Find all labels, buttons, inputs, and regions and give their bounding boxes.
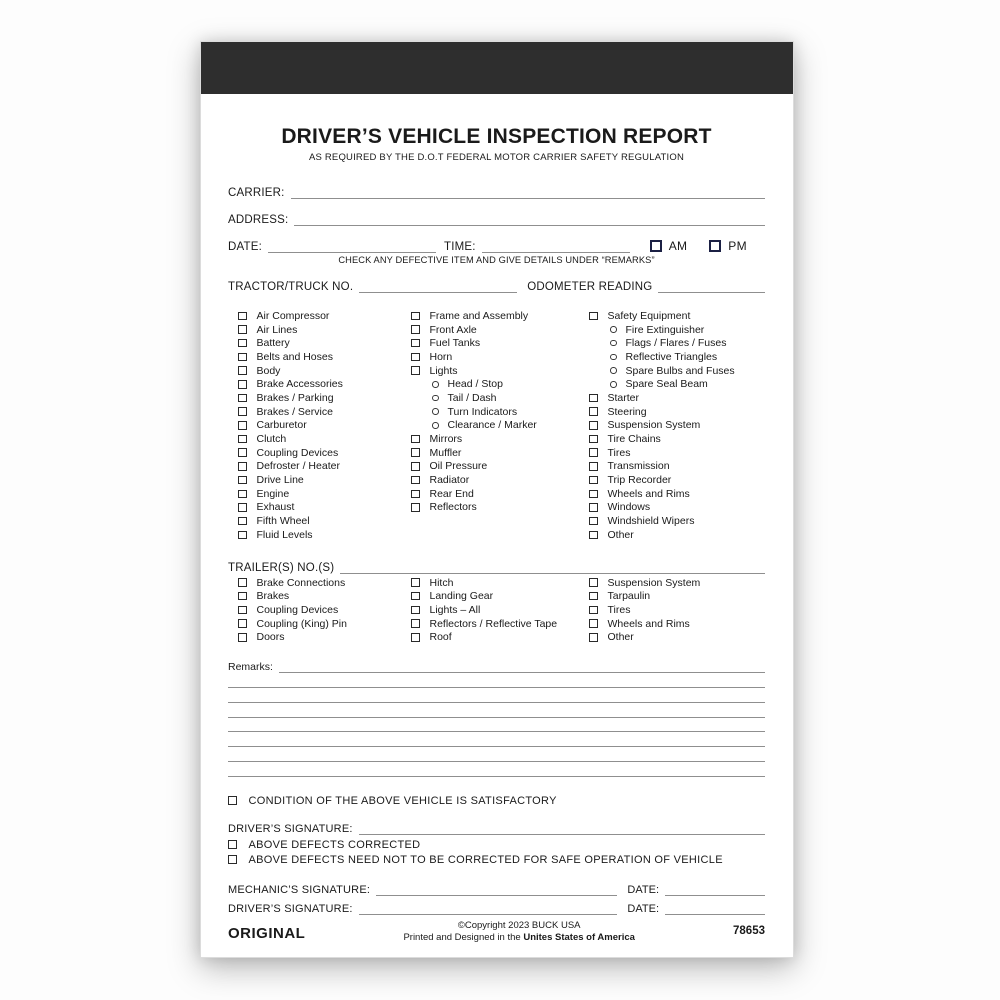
item-checkbox[interactable] [411, 619, 420, 628]
checklist-item-label: Brake Accessories [256, 378, 343, 391]
checklist-subitem [589, 350, 765, 364]
checklist-item-label: Windows [607, 501, 651, 514]
subitem-circle-checkbox[interactable] [432, 381, 439, 388]
subitem-circle-checkbox[interactable] [610, 354, 617, 361]
item-checkbox[interactable] [411, 592, 420, 601]
checklist-item [589, 405, 765, 419]
checklist-subitem-label: Tail / Dash [447, 391, 497, 404]
checklist-subitem [589, 364, 765, 378]
trailer-label: TRAILER(S) NO.(S) [228, 561, 335, 574]
checklist-item-label: Frame and Assembly [429, 309, 529, 322]
checklist-item-label: Coupling Devices [256, 603, 339, 616]
checklist-subitem [411, 391, 589, 405]
checklist-item [589, 603, 765, 617]
odometer-label: ODOMETER READING [527, 281, 653, 293]
driver-signature-row [228, 821, 765, 835]
mechanic-date-field[interactable] [665, 882, 765, 896]
checklist-item-label: Wheels and Rims [607, 487, 690, 500]
checklist-item-label: Fluid Levels [256, 528, 313, 541]
pm-label: PM [728, 239, 747, 253]
checklist-item-label: Air Compressor [256, 309, 330, 322]
checklist-item [238, 528, 411, 542]
checklist-item-label: Coupling (King) Pin [256, 617, 347, 630]
carrier-row [228, 185, 765, 199]
checklist-item-label: Windshield Wipers [607, 515, 695, 528]
trailer-number-row [228, 560, 765, 574]
checklist-item-label: Belts and Hoses [256, 350, 333, 363]
item-checkbox[interactable] [411, 606, 420, 615]
checklist-subitem-label: Spare Bulbs and Fuses [625, 364, 735, 377]
checklist-item-label: Fifth Wheel [256, 515, 310, 528]
subitem-circle-checkbox[interactable] [610, 367, 617, 374]
subitem-circle-checkbox[interactable] [610, 340, 617, 347]
defective-item-note: CHECK ANY DEFECTIVE ITEM AND GIVE DETAILS UNDER “REMARKS” [338, 255, 655, 265]
checklist-subitem [589, 377, 765, 391]
item-checkbox[interactable] [238, 353, 247, 362]
item-checkbox[interactable] [238, 448, 247, 457]
copyright-text: ©Copyright 2023 BUCK USA [457, 919, 581, 931]
checklist-item [238, 432, 411, 446]
checklist-item-label: Radiator [429, 474, 470, 487]
checklist-item [411, 473, 589, 487]
form-subtitle: AS REQUIRED BY THE D.O.T FEDERAL MOTOR CARRIER SAFETY REGULATION [308, 152, 685, 163]
checklist-subitem-label: Turn Indicators [447, 405, 518, 418]
am-pm-group [650, 239, 747, 253]
checklist-item-label: Reflectors / Reflective Tape [429, 617, 558, 630]
item-checkbox[interactable] [411, 353, 420, 362]
checklist-subitem [589, 323, 765, 337]
checklist-subitem [411, 405, 589, 419]
tractor-truck-field[interactable] [359, 279, 517, 293]
item-checkbox[interactable] [589, 490, 598, 499]
tractor-odometer-row [228, 279, 765, 293]
mechanic-signature-field[interactable] [376, 882, 617, 896]
checklist-item [238, 617, 411, 631]
checklist-item [238, 630, 411, 644]
item-checkbox[interactable] [589, 407, 598, 416]
item-checkbox[interactable] [238, 380, 247, 389]
checklist-item-label: Defroster / Heater [256, 460, 340, 473]
subitem-circle-checkbox[interactable] [432, 422, 439, 429]
remarks-line[interactable] [228, 747, 765, 762]
checklist-item [411, 350, 589, 364]
checklist-item-label: Battery [256, 337, 290, 350]
am-checkbox[interactable] [650, 240, 662, 252]
mechanic-signature-label: MECHANIC’S SIGNATURE: [228, 883, 371, 896]
checklist-subitem-label: Flags / Flares / Fuses [625, 337, 727, 350]
checklist-subitem-label: Spare Seal Beam [625, 378, 708, 391]
checklist-item-label: Muffler [429, 446, 462, 459]
checklist-item-label: Steering [607, 405, 647, 418]
date-field[interactable] [268, 239, 436, 253]
carrier-label: CARRIER: [228, 187, 285, 199]
item-checkbox[interactable] [238, 633, 247, 642]
checklist-item-label: Reflectors [429, 501, 477, 514]
remarks-row [228, 660, 765, 673]
checklist-item [589, 309, 765, 323]
item-checkbox[interactable] [411, 448, 420, 457]
checklist-item [238, 460, 411, 474]
item-checkbox[interactable] [238, 517, 247, 526]
item-checkbox[interactable] [589, 394, 598, 403]
checklist-item [411, 323, 589, 337]
checklist-item [589, 487, 765, 501]
item-checkbox[interactable] [589, 448, 598, 457]
item-checkbox[interactable] [589, 312, 598, 321]
remarks-label: Remarks: [228, 661, 273, 674]
item-checkbox[interactable] [411, 633, 420, 642]
checklist-subitem [411, 377, 589, 391]
checklist-item [411, 603, 589, 617]
trailer-number-field[interactable] [340, 560, 765, 574]
item-checkbox[interactable] [238, 531, 247, 540]
item-checkbox[interactable] [238, 407, 247, 416]
checklist-subitem-label: Fire Extinguisher [625, 323, 705, 336]
checklist-item-label: Front Axle [429, 323, 477, 336]
checklist-item-label: Air Lines [256, 323, 298, 336]
time-field[interactable] [482, 239, 630, 253]
address-label: ADDRESS: [228, 214, 289, 226]
checklist-item [238, 391, 411, 405]
subitem-circle-checkbox[interactable] [610, 381, 617, 388]
pad-binding-strip [201, 42, 793, 94]
item-checkbox[interactable] [589, 517, 598, 526]
remarks-line[interactable] [228, 688, 765, 703]
item-checkbox[interactable] [238, 421, 247, 430]
defects-corrected-row [228, 839, 765, 851]
driver-signature-field-2[interactable] [359, 901, 618, 915]
checklist-item-label: Brake Connections [256, 576, 346, 589]
checklist-item-label: Rear End [429, 487, 474, 500]
checklist-item-label: Horn [429, 350, 453, 363]
checklist-item [589, 617, 765, 631]
checklist-item [238, 501, 411, 515]
item-checkbox[interactable] [238, 366, 247, 375]
item-checkbox[interactable] [589, 476, 598, 485]
trailer-checklist-col1 [228, 576, 411, 644]
checklist-item-label: Exhaust [256, 501, 295, 514]
checklist-item [238, 419, 411, 433]
checklist-item [589, 514, 765, 528]
item-checkbox[interactable] [238, 325, 247, 334]
item-checkbox[interactable] [238, 503, 247, 512]
checklist-item-label: Mirrors [429, 433, 463, 446]
mechanic-signature-row [228, 882, 765, 896]
defects-need-not-label: ABOVE DEFECTS NEED NOT TO BE CORRECTED FOR SAFE OPERATION OF VEHICLE [248, 853, 723, 866]
printed-in-text: Printed and Designed in the [403, 932, 524, 944]
driver-signature-row-2 [228, 901, 765, 915]
checklist-item [589, 446, 765, 460]
item-checkbox[interactable] [411, 435, 420, 444]
checklist-item [411, 432, 589, 446]
checklist-item-label: Suspension System [607, 419, 701, 432]
driver-signature-label: DRIVER’S SIGNATURE: [228, 822, 353, 835]
checklist-item [589, 630, 765, 644]
item-checkbox[interactable] [589, 606, 598, 615]
checklist-item [589, 432, 765, 446]
defects-corrected-label: ABOVE DEFECTS CORRECTED [248, 838, 421, 851]
remarks-line[interactable] [228, 703, 765, 718]
item-checkbox[interactable] [238, 435, 247, 444]
time-label: TIME: [444, 241, 476, 253]
checklist-item-label: Carburetor [256, 419, 307, 432]
checklist-item [411, 460, 589, 474]
item-checkbox[interactable] [238, 578, 247, 587]
item-checkbox[interactable] [411, 476, 420, 485]
checklist-item-label: Landing Gear [429, 590, 494, 603]
checklist-item-label: Tire Chains [607, 433, 661, 446]
checklist-item [238, 323, 411, 337]
condition-row [228, 795, 765, 807]
driver-date-field[interactable] [665, 901, 765, 915]
form-footer [228, 920, 765, 945]
checklist-item [411, 630, 589, 644]
carrier-field[interactable] [291, 185, 765, 199]
checklist-item-label: Doors [256, 631, 285, 644]
checklist-item-label: Lights [429, 364, 458, 377]
item-checkbox[interactable] [589, 421, 598, 430]
defects-corrected-checkbox[interactable] [228, 840, 237, 849]
checklist-item-label: Tarpaulin [607, 590, 651, 603]
checklist-item [238, 576, 411, 590]
remarks-line[interactable] [228, 718, 765, 733]
checklist-item-label: Engine [256, 487, 290, 500]
remarks-line[interactable] [228, 732, 765, 747]
checklist-item-label: Other [607, 528, 634, 541]
item-checkbox[interactable] [589, 462, 598, 471]
checklist-item [238, 603, 411, 617]
checklist-item-label: Tires [607, 603, 631, 616]
checklist-item-label: Hitch [429, 576, 454, 589]
checklist-item [589, 391, 765, 405]
item-checkbox[interactable] [589, 531, 598, 540]
item-checkbox[interactable] [411, 312, 420, 321]
pm-checkbox[interactable] [709, 240, 721, 252]
checklist-subitem-label: Head / Stop [447, 378, 503, 391]
item-checkbox[interactable] [411, 578, 420, 587]
defects-need-not-row [228, 854, 765, 866]
am-label: AM [668, 239, 688, 253]
form-title: DRIVER’S VEHICLE INSPECTION REPORT [281, 125, 712, 148]
condition-satisfactory-checkbox[interactable] [228, 796, 237, 805]
checklist-subitem-label: Clearance / Marker [447, 419, 537, 432]
item-checkbox[interactable] [589, 503, 598, 512]
printed-in-bold: Unites States of America [523, 932, 635, 944]
mechanic-date-label: DATE: [627, 883, 659, 896]
defects-need-not-checkbox[interactable] [228, 855, 237, 864]
checklist-item [411, 309, 589, 323]
address-field[interactable] [294, 212, 765, 226]
remarks-field[interactable] [279, 660, 765, 673]
item-checkbox[interactable] [238, 606, 247, 615]
tractor-truck-label: TRACTOR/TRUCK NO. [228, 281, 354, 293]
checklist-item [238, 487, 411, 501]
checklist-item [238, 405, 411, 419]
checklist-item [238, 589, 411, 603]
address-row [228, 212, 765, 226]
odometer-field[interactable] [658, 279, 765, 293]
subitem-circle-checkbox[interactable] [610, 326, 617, 333]
checklist-item [411, 617, 589, 631]
checklist-subitem [589, 336, 765, 350]
checklist-item [589, 473, 765, 487]
checklist-item [589, 528, 765, 542]
item-checkbox[interactable] [411, 366, 420, 375]
checklist-subitem [411, 419, 589, 433]
checklist-item-label: Starter [607, 391, 640, 404]
item-checkbox[interactable] [238, 476, 247, 485]
item-checkbox[interactable] [589, 633, 598, 642]
checklist-item [589, 460, 765, 474]
checklist-item-label: Coupling Devices [256, 446, 339, 459]
item-checkbox[interactable] [411, 503, 420, 512]
driver-signature-label-2: DRIVER’S SIGNATURE: [228, 902, 353, 915]
vehicle-checklist-col3 [589, 309, 765, 542]
checklist-item-label: Trip Recorder [607, 474, 672, 487]
checklist-item [589, 589, 765, 603]
inspection-form-page [200, 41, 794, 958]
item-checkbox[interactable] [411, 462, 420, 471]
trailer-checklist [228, 576, 765, 644]
checklist-item-label: Suspension System [607, 576, 701, 589]
item-checkbox[interactable] [589, 592, 598, 601]
item-checkbox[interactable] [411, 339, 420, 348]
checklist-item-label: Safety Equipment [607, 309, 691, 322]
checklist-item-label: Roof [429, 631, 452, 644]
item-checkbox[interactable] [238, 490, 247, 499]
subitem-circle-checkbox[interactable] [432, 395, 439, 402]
checklist-item [411, 336, 589, 350]
subitem-circle-checkbox[interactable] [432, 408, 439, 415]
item-checkbox[interactable] [238, 462, 247, 471]
checklist-item [238, 446, 411, 460]
remarks-line[interactable] [228, 673, 765, 688]
item-checkbox[interactable] [411, 325, 420, 334]
checklist-item [411, 589, 589, 603]
item-checkbox[interactable] [589, 435, 598, 444]
item-checkbox[interactable] [589, 578, 598, 587]
checklist-item [411, 576, 589, 590]
item-checkbox[interactable] [238, 592, 247, 601]
checklist-item-label: Lights – All [429, 603, 481, 616]
checklist-item-label: Wheels and Rims [607, 617, 690, 630]
trailer-checklist-col3 [589, 576, 765, 644]
checklist-subitem-label: Reflective Triangles [625, 350, 718, 363]
copy-type-label: ORIGINAL [228, 924, 306, 942]
checklist-item [238, 473, 411, 487]
checklist-item-label: Body [256, 364, 281, 377]
checklist-item-label: Brakes / Service [256, 405, 333, 418]
checklist-item [411, 501, 589, 515]
remarks-line[interactable] [228, 762, 765, 777]
checklist-item-label: Tires [607, 446, 631, 459]
checklist-item-label: Clutch [256, 433, 287, 446]
checklist-item [411, 487, 589, 501]
driver-date-label: DATE: [627, 902, 659, 915]
item-checkbox[interactable] [238, 394, 247, 403]
item-checkbox[interactable] [238, 312, 247, 321]
item-checkbox[interactable] [589, 619, 598, 628]
checklist-item [238, 309, 411, 323]
checklist-item-label: Other [607, 631, 634, 644]
checklist-item [238, 377, 411, 391]
vehicle-checklist-col1 [228, 309, 411, 542]
checklist-item [411, 364, 589, 378]
checklist-item [589, 419, 765, 433]
checklist-item [589, 501, 765, 515]
item-checkbox[interactable] [238, 619, 247, 628]
checklist-item [589, 576, 765, 590]
driver-signature-field[interactable] [359, 821, 765, 835]
checklist-item [238, 514, 411, 528]
checklist-item [238, 364, 411, 378]
vehicle-checklist-col2 [411, 309, 589, 542]
date-time-row [228, 239, 765, 253]
copyright-block [305, 920, 733, 945]
item-checkbox[interactable] [411, 490, 420, 499]
checklist-item [238, 350, 411, 364]
checklist-item-label: Transmission [607, 460, 670, 473]
checklist-item [238, 336, 411, 350]
form-number: 78653 [733, 924, 765, 937]
checklist-item-label: Fuel Tanks [429, 337, 481, 350]
checklist-item-label: Brakes [256, 590, 290, 603]
date-label: DATE: [228, 241, 263, 253]
checklist-item-label: Brakes / Parking [256, 391, 334, 404]
item-checkbox[interactable] [238, 339, 247, 348]
checklist-item-label: Drive Line [256, 474, 304, 487]
trailer-checklist-col2 [411, 576, 589, 644]
vehicle-checklist [228, 309, 765, 542]
checklist-item-label: Oil Pressure [429, 460, 488, 473]
checklist-item [411, 446, 589, 460]
condition-label: CONDITION OF THE ABOVE VEHICLE IS SATISFACTORY [248, 794, 557, 807]
